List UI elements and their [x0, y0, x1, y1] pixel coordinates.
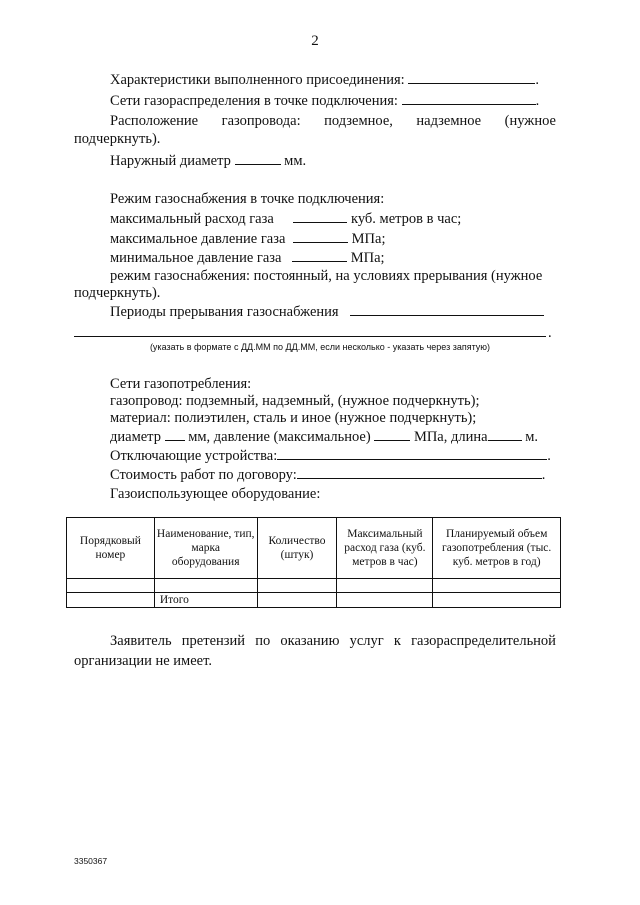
cell-empty[interactable]	[337, 593, 433, 608]
supply-mode-title: Режим газоснабжения в точке подключения:	[110, 191, 385, 207]
outer-diameter-blank[interactable]	[235, 152, 281, 165]
closing-word: по	[255, 633, 271, 649]
header-planned-volume: Планируемый объем газопотребления (тыс. куб. метров в год)	[433, 518, 561, 579]
page-number: 2	[311, 33, 319, 49]
max-flow-unit: куб. метров в час;	[351, 211, 462, 227]
header-quantity: Количество (штук)	[257, 518, 337, 579]
cost-label: Стоимость работ по договору:	[110, 467, 297, 483]
outer-diameter-label: Наружный диаметр	[110, 153, 231, 169]
cell-empty[interactable]	[433, 579, 561, 593]
equipment-title: Газоиспользующее оборудование:	[110, 486, 321, 502]
characteristics-label: Характеристики выполненного присоединения:	[110, 72, 405, 88]
location-note-cont: подчеркнуть).	[74, 131, 161, 147]
interruptions-label: Периоды прерывания газоснабжения	[110, 304, 339, 320]
closing-word: оказанию	[280, 633, 340, 649]
consumption-pressure-blank[interactable]	[374, 428, 410, 441]
interruptions-period: .	[548, 325, 552, 341]
consumption-diameter-line	[110, 428, 538, 446]
equipment-table	[66, 517, 561, 608]
closing-word: к	[393, 633, 401, 649]
total-label: Итого	[154, 593, 257, 608]
max-pressure-label: максимальное давление газа	[110, 231, 286, 247]
mode-line-cont: подчеркнуть).	[74, 285, 161, 301]
location-pipeline: газопровода:	[221, 113, 301, 129]
cell-empty[interactable]	[67, 593, 155, 608]
interruptions-blank[interactable]	[350, 303, 544, 316]
interruptions-line	[110, 303, 544, 321]
shutoff-line: Отключающие устройства: .	[110, 448, 551, 464]
location-note: (нужное	[504, 113, 556, 129]
max-flow-line	[110, 210, 461, 228]
closing-word: газораспределительной	[411, 633, 556, 649]
networks-blank[interactable]	[402, 92, 536, 105]
cell-empty[interactable]	[257, 579, 337, 593]
min-pressure-line	[110, 249, 385, 267]
consumption-pressure-label: мм, давление (максимальное)	[188, 429, 371, 445]
max-pressure-blank[interactable]	[293, 230, 348, 243]
consumption-length-blank[interactable]	[488, 428, 522, 441]
min-pressure-label: минимальное давление газа	[110, 250, 282, 266]
closing-line-1	[110, 633, 556, 650]
closing-line-2: организации не имеет.	[74, 653, 212, 669]
header-name: Наименование, тип, марка оборудования	[154, 518, 257, 579]
location-overground: надземное	[416, 113, 482, 129]
consumption-length-unit: м.	[525, 429, 538, 445]
consumption-diameter-blank[interactable]	[165, 428, 185, 441]
cost-line: Стоимость работ по договору: .	[110, 467, 546, 483]
table-row	[67, 579, 561, 593]
interruptions-blank-line[interactable]	[74, 336, 546, 337]
max-pressure-unit: МПа;	[351, 231, 386, 247]
header-max-flow: Максимальный расход газа (куб. метров в час)	[337, 518, 433, 579]
location-underground: подземное,	[324, 113, 393, 129]
mode-line: режим газоснабжения: постоянный, на условиях прерывания (нужное	[110, 268, 543, 284]
characteristics-line: Характеристики выполненного присоединения: .	[110, 72, 539, 88]
location-line	[110, 113, 556, 130]
header-number: Порядковый номер	[67, 518, 155, 579]
cell-empty[interactable]	[67, 579, 155, 593]
interruptions-hint: (указать в формате с ДД.ММ по ДД.ММ, если несколько - указать через запятую)	[149, 342, 491, 352]
consumption-pipeline: газопровод: подземный, надземный, (нужное подчеркнуть);	[110, 393, 480, 409]
cost-blank[interactable]	[297, 466, 542, 479]
max-flow-label: максимальный расход газа	[110, 211, 274, 227]
min-pressure-unit: МПа;	[350, 250, 385, 266]
shutoff-label: Отключающие устройства:	[110, 448, 278, 464]
min-pressure-blank[interactable]	[292, 249, 347, 262]
location-word: Расположение	[110, 113, 199, 129]
networks-label: Сети газораспределения в точке подключения:	[110, 93, 398, 109]
outer-diameter-unit: мм.	[284, 153, 307, 169]
consumption-length-label: МПа, длина	[413, 429, 488, 445]
cell-empty[interactable]	[337, 579, 433, 593]
shutoff-blank[interactable]	[277, 447, 547, 460]
document-id: 3350367	[74, 856, 108, 866]
networks-line: Сети газораспределения в точке подключения: .	[110, 93, 540, 109]
max-pressure-line	[110, 230, 386, 248]
table-total-row	[67, 593, 561, 608]
characteristics-blank[interactable]	[408, 71, 535, 84]
closing-word: услуг	[349, 633, 384, 649]
outer-diameter-line	[110, 152, 306, 170]
table-header-row	[67, 518, 561, 579]
closing-word: Заявитель	[110, 633, 172, 649]
max-flow-blank[interactable]	[293, 210, 347, 223]
consumption-diameter-label: диаметр	[110, 429, 161, 445]
cell-empty[interactable]	[433, 593, 561, 608]
consumption-material: материал: полиэтилен, сталь и иное (нужное подчеркнуть);	[110, 410, 477, 426]
cell-empty[interactable]	[154, 579, 257, 593]
cell-empty[interactable]	[257, 593, 337, 608]
consumption-title: Сети газопотребления:	[110, 376, 252, 392]
closing-word: претензий	[181, 633, 246, 649]
